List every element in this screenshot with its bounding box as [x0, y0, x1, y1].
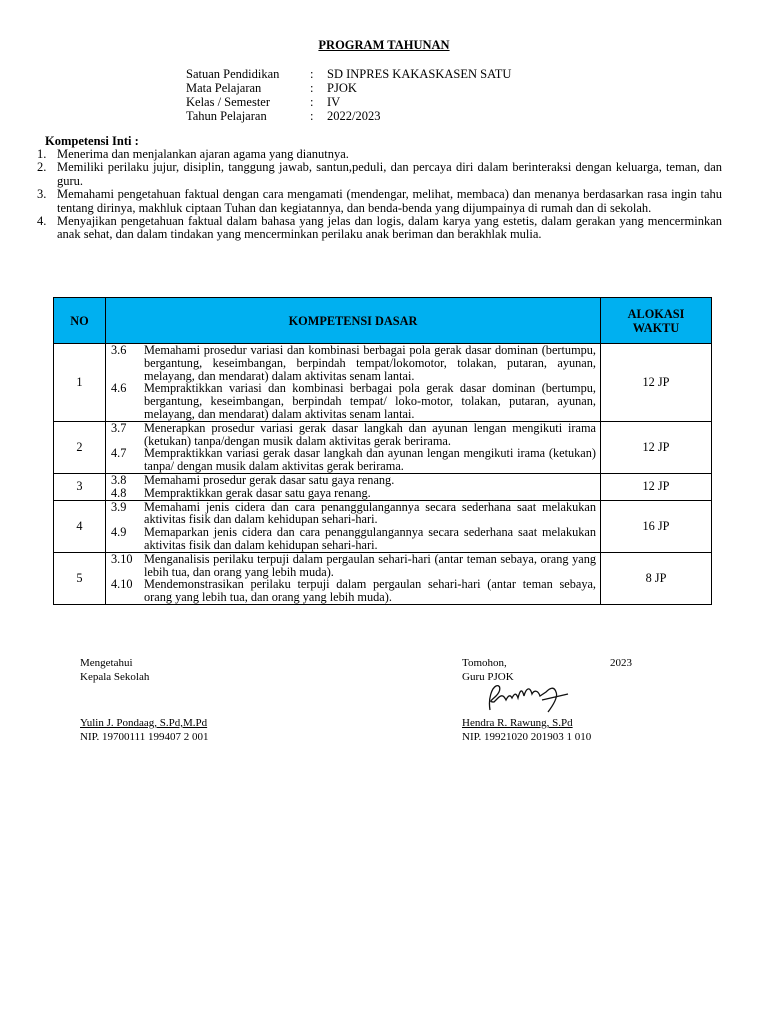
handwritten-signature: [482, 680, 572, 720]
row-alokasi-waktu: 12 JP: [601, 473, 712, 500]
identity-row: [186, 67, 511, 81]
kd-code: 4.9: [111, 525, 127, 540]
list-item: [37, 188, 722, 215]
kd-item: [111, 447, 596, 473]
table-row: [54, 500, 712, 552]
identity-block: [186, 67, 511, 123]
kd-code: 4.8: [111, 485, 127, 500]
kd-item: [111, 526, 596, 552]
row-kompetensi-dasar: [106, 552, 601, 604]
kd-text: Mendemonstrasikan perilaku terpuji dalam pergaulan sehari-hari (antar teman sebaya, orang yang lebih tua, dan orang yang lebih muda).: [144, 577, 596, 605]
kd-code: 4.10: [111, 577, 133, 592]
list-item-number: 2.: [37, 160, 47, 175]
table-header-row: [54, 298, 712, 344]
identity-row: [186, 95, 511, 109]
identity-value: IV: [327, 95, 341, 109]
identity-row: [186, 81, 511, 95]
row-alokasi-waktu: 8 JP: [601, 552, 712, 604]
header-alokasi-waktu: ALOKASI WAKTU: [601, 298, 712, 344]
row-number: 2: [54, 421, 106, 473]
year-label: 2023: [610, 657, 632, 669]
identity-row: [186, 109, 511, 123]
row-number: 5: [54, 552, 106, 604]
list-item-number: 1.: [37, 147, 47, 161]
list-item-text: Menerima dan menjalankan ajaran agama yang dianutnya.: [57, 147, 349, 161]
list-item: [37, 215, 722, 242]
identity-label: Kelas / Semester: [186, 95, 271, 109]
place-label: Tomohon,: [462, 657, 507, 669]
kompetensi-inti-heading: Kompetensi Inti :: [45, 134, 139, 148]
headmaster-name-block: [80, 716, 208, 744]
kd-text: Mempraktikkan gerak dasar satu gaya renang.: [144, 485, 371, 500]
list-item-text: Menyajikan pengetahuan faktual dalam bahasa yang jelas dan logis, dalam karya yang estetis, dalam gerakan yang mencerminkan anak sehat, dan dalam tindakan yang mencerminkan perilaku anak beriman dan berakhlak mulia.: [57, 214, 722, 242]
kd-item: [111, 487, 596, 500]
kd-text: Memahami jenis cidera dan cara penanggulangannya secara sederhana saat melakukan aktivitas fisik dan dalam kehidupan sehari-hari.: [144, 499, 596, 527]
kd-item: [111, 382, 596, 420]
kd-code: 4.6: [111, 381, 127, 396]
headmaster-nip: NIP. 19700111 199407 2 001: [80, 731, 209, 743]
row-kompetensi-dasar: [106, 473, 601, 500]
identity-value: SD INPRES KAKASKASEN SATU: [327, 67, 512, 81]
table-row: [54, 473, 712, 500]
kompetensi-inti-list: [37, 148, 722, 242]
row-number: 4: [54, 500, 106, 552]
kd-text: Memahami prosedur gerak dasar satu gaya renang.: [144, 472, 395, 487]
kd-text: Mempraktikkan variasi dan kombinasi berbagai pola gerak dasar dominan (bertumpu, bergantung, keseimbangan, berpindah tempat/ loko-motor, tolakan, putaran, ayunan, melayang, dan mendarat) dalam aktivitas senam lantai.: [144, 381, 596, 421]
kd-text: Menganalisis perilaku terpuji dalam pergaulan sehari-hari (antar teman sebaya, orang yang lebih tua, dan orang yang lebih muda).: [144, 551, 596, 579]
row-kompetensi-dasar: [106, 500, 601, 552]
kd-text: Menerapkan prosedur variasi gerak dasar langkah dan ayunan lengan mengikuti irama (ketukan) tanpa/dengan musik dalam aktivitas gerak berirama.: [144, 420, 596, 448]
identity-label: Mata Pelajaran: [186, 81, 262, 95]
identity-value: PJOK: [327, 81, 357, 95]
header-no: NO: [54, 298, 106, 344]
kd-item: [111, 501, 596, 527]
guru-pjok-label: Guru PJOK: [462, 671, 514, 683]
row-alokasi-waktu: 12 JP: [601, 421, 712, 473]
kd-code: 3.6: [111, 343, 127, 357]
identity-label: Tahun Pelajaran: [186, 109, 267, 123]
document-title: PROGRAM TAHUNAN: [318, 38, 450, 52]
kd-item: [111, 474, 596, 487]
teacher-nip: NIP. 19921020 201903 1 010: [462, 731, 592, 743]
identity-colon: :: [310, 109, 314, 123]
table-row: [54, 552, 712, 604]
kd-item: [111, 422, 596, 448]
identity-value: 2022/2023: [327, 109, 381, 123]
kepala-sekolah-label: Kepala Sekolah: [80, 671, 150, 683]
row-alokasi-waktu: 16 JP: [601, 500, 712, 552]
list-item: [37, 148, 722, 161]
row-alokasi-waktu: 12 JP: [601, 344, 712, 422]
identity-label: Satuan Pendidikan: [186, 67, 280, 81]
identity-colon: :: [310, 81, 314, 95]
row-kompetensi-dasar: [106, 421, 601, 473]
list-item-number: 3.: [37, 187, 47, 202]
kd-code: 3.7: [111, 420, 127, 435]
row-kompetensi-dasar: [106, 344, 601, 422]
kd-code: 3.10: [111, 551, 133, 566]
teacher-name-block: [462, 716, 591, 744]
kompetensi-dasar-table: [53, 297, 712, 605]
kd-item: [111, 553, 596, 579]
kd-code: 4.7: [111, 446, 127, 461]
kd-code: 3.9: [111, 499, 127, 514]
list-item-text: Memahami pengetahuan faktual dengan cara mengamati (mendengar, melihat, membaca) dan menanya berdasarkan rasa ingin tahu tentang dirinya, makhluk ciptaan Tuhan dan kegiatannya, dan benda-benda yang dijumpainya di rumah dan di sekolah.: [57, 187, 722, 215]
kd-item: [111, 578, 596, 604]
teacher-name: Hendra R. Rawung, S.Pd: [462, 717, 573, 729]
header-kompetensi-dasar: KOMPETENSI DASAR: [106, 298, 601, 344]
kd-item: [111, 344, 596, 382]
mengetahui-label: Mengetahui: [80, 657, 133, 669]
row-number: 1: [54, 344, 106, 422]
kd-text: Mempraktikkan variasi gerak dasar langkah dan ayunan lengan mengikuti irama (ketukan) tanpa/ dengan musik dalam aktivitas gerak berirama.: [144, 446, 596, 474]
table-row: [54, 344, 712, 422]
list-item-text: Memiliki perilaku jujur, disiplin, tanggung jawab, santun,peduli, dan percaya diri dalam berinteraksi dengan keluarga, teman, dan guru.: [57, 160, 722, 188]
kd-text: Memahami prosedur variasi dan kombinasi berbagai pola gerak dasar dominan (bertumpu, bergantung, keseimbangan, berpindah tempat/lokomotor, tolakan, putaran, ayunan, melayang, dan mendarat) dalam aktivitas senam lantai.: [144, 343, 596, 383]
list-item-number: 4.: [37, 214, 47, 229]
headmaster-name: Yulin J. Pondaag, S.Pd,M.Pd: [80, 717, 208, 729]
kd-code: 3.8: [111, 472, 127, 487]
identity-colon: :: [310, 95, 314, 109]
row-number: 3: [54, 473, 106, 500]
table-row: [54, 421, 712, 473]
identity-colon: :: [310, 67, 314, 81]
list-item: [37, 161, 722, 188]
kd-text: Memaparkan jenis cidera dan cara penanggulangannya secara sederhana saat melakukan aktivitas fisik dan dalam kehidupan sehari-hari.: [144, 525, 596, 552]
signature-block-headmaster: [80, 656, 149, 684]
